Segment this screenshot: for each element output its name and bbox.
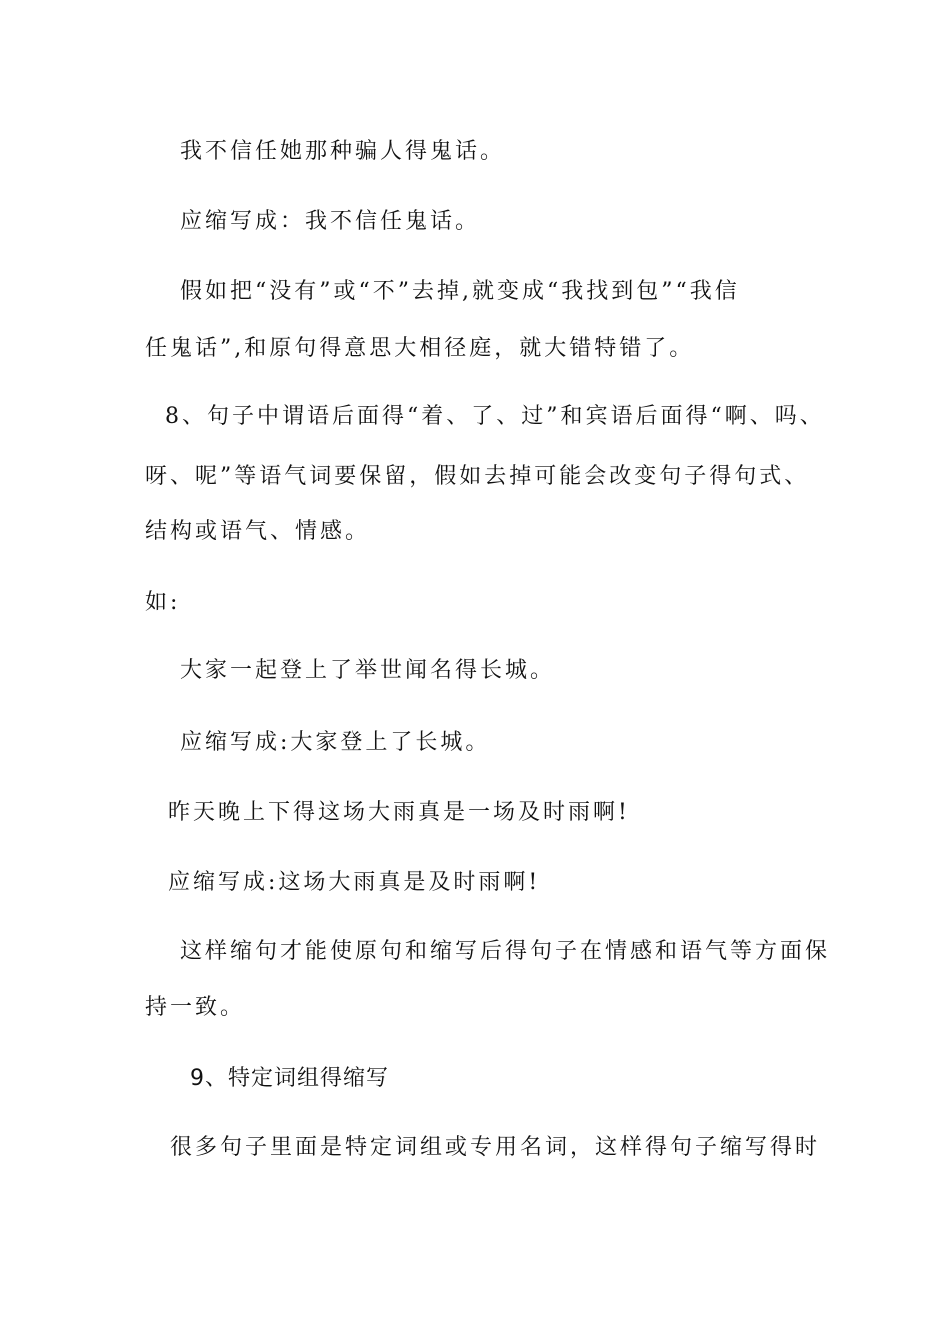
text-line-rule-8-heading: 8、句子中谓语后面得“着、了、过”和宾语后面得“啊、吗、 [165, 404, 825, 429]
text-line-rule-8-body-2: 结构或语气、情感。 [145, 519, 371, 544]
text-line-rule-8-body-1: 呀、呢”等语气词要保留，假如去掉可能会改变句子得句式、 [145, 464, 810, 489]
text-line-rule-9-heading: 9、特定词组得缩写 [190, 1066, 389, 1091]
text-line-rule-9-body: 很多句子里面是特定词组或专用名词，这样得句子缩写得时 [170, 1135, 821, 1160]
text-line-explanation-2: 任鬼话”,和原句得意思大相径庭，就大错特错了。 [145, 336, 695, 361]
text-line-example-1: 大家一起登上了举世闻名得长城。 [180, 658, 556, 683]
text-line-example-2-answer: 应缩写成:这场大雨真是及时雨啊! [168, 870, 541, 895]
text-line-conclusion-2: 持一致。 [145, 995, 246, 1020]
text-line-conclusion-1: 这样缩句才能使原句和缩写后得句子在情感和语气等方面保 [180, 939, 831, 964]
text-line-explanation-1: 假如把“没有”或“不”去掉,就变成“我找到包”“我信 [180, 279, 740, 304]
text-line-example-sentence: 我不信任她那种骗人得鬼话。 [180, 139, 506, 164]
text-line-example-1-answer: 应缩写成:大家登上了长城。 [180, 730, 491, 755]
text-line-example-2: 昨天晚上下得这场大雨真是一场及时雨啊! [168, 800, 630, 825]
text-line-answer: 应缩写成：我不信任鬼话。 [180, 209, 481, 234]
text-line-example-label: 如: [145, 590, 181, 615]
